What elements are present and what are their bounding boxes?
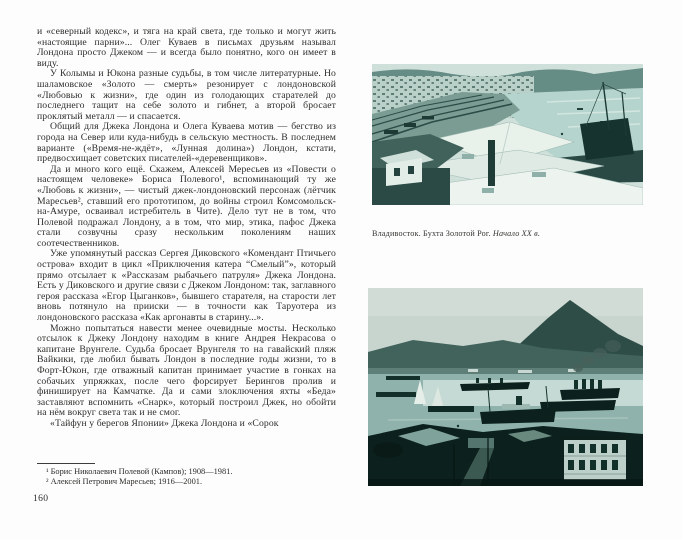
paragraph-5: Уже упомянутый рассказ Сергея Диковского «Комендант Птичьего острова» входит в цикл «Приключения катера “Смелый”», который прямо отсылает к «Рассказам рыбачьего патруля» Джека Лондона. Есть у Диковского и другие связи с Джеком Лондоном: так, заглавного героя рассказа «Егор Цыганков», бывшего старателя, на старости лет вновь потянуло на прииски — в точности как Таруотера из лондоновского рассказа «Как аргонавты в старину...». (37, 248, 336, 324)
caption-date: Начало XX в. (492, 229, 541, 238)
paragraph-3: Общий для Джека Лондона и Олега Куваева мотив — бегство из города на Север или куда-нибудь в сельскую местность. В последнем варианте («Время-не-ждёт», «Лунная долина») Лондон, кстати, предвосхищает советских писателей-«деревенщиков». (37, 121, 336, 165)
paragraph-2: У Колымы и Юкона разные судьбы, в том числе литературные. Но шаламовское «Золото — смерть» резонирует с лондоновской «Любовью к жизни», где один из голодающих старателей до последнего тащит на себе золото и гибнет, а второй бросает проклятый металл — и спасается. (37, 68, 336, 122)
body-text (37, 27, 336, 430)
photo-harbor-panorama-image (368, 288, 643, 486)
caption-location: Владивосток. Бухта Золотой Рог. (372, 229, 493, 238)
chimney (488, 140, 495, 186)
paragraph-4: Да и много кого ещё. Скажем, Алексей Мересьев из «Повести о настоящем человеке» Бориса Полевого¹, вспоминающий ту же «Любовь к жизни», — чистый джек-лондоновский персонаж (лётчик Маресьев², ставший его прототипом, до войны строил Комсомольск-на-Амуре, осваивал истребитель в Чите). Дело тут не в том, что Полевой подражал Лондону, а в том, что мир, этика, пафос Джека стали созвучны сразу нескольким поколениям наших соотечественников. (37, 163, 336, 249)
photo-caption (372, 229, 643, 239)
footnote-2: ² Алексей Петрович Маресьев; 1916—2001. (46, 476, 203, 486)
footnote-divider (37, 463, 95, 464)
paragraph-6: Можно попытаться навести менее очевидные мосты. Несколько отсылок к Джеку Лондону находим в книге Андрея Некрасова о капитане Врунгеле. Судьба бросает Врунгеля то на гавайский пляж Вайкики, где любил бывать Лондон в последние годы жизни, то в Форт-Юкон, где отважный капитан принимает участие в гонках на собачьих упряжках, после чего форсирует Берингов пролив и финиширует на Камчатке. Да и сами злоключения яхты «Беда» заставляют вспомнить «Снарк», который построил Джек, но обойти на нём вокруг света так и не смог. (37, 322, 336, 419)
photo-harbor-panorama (368, 288, 643, 486)
paragraph-1: и «северный кодекс», и тяга на край света, где только и могут жить «настоящие парни»... Олег Куваев в письмах друзьям называл Лондона просто Джеком — и всегда было понятно, кого он имеет в виду. (37, 26, 336, 69)
white-building (561, 435, 629, 480)
footnotes (37, 463, 336, 487)
photo-golden-horn-bay-image (372, 64, 643, 205)
footnote-1: ¹ Борис Николаевич Полевой (Кампов); 1908—1981. (46, 467, 233, 476)
page-number: 160 (33, 493, 49, 504)
paragraph-7: «Тайфун у берегов Японии» Джека Лондона и «Сорок (50, 417, 279, 429)
photo-golden-horn-bay (372, 64, 643, 205)
